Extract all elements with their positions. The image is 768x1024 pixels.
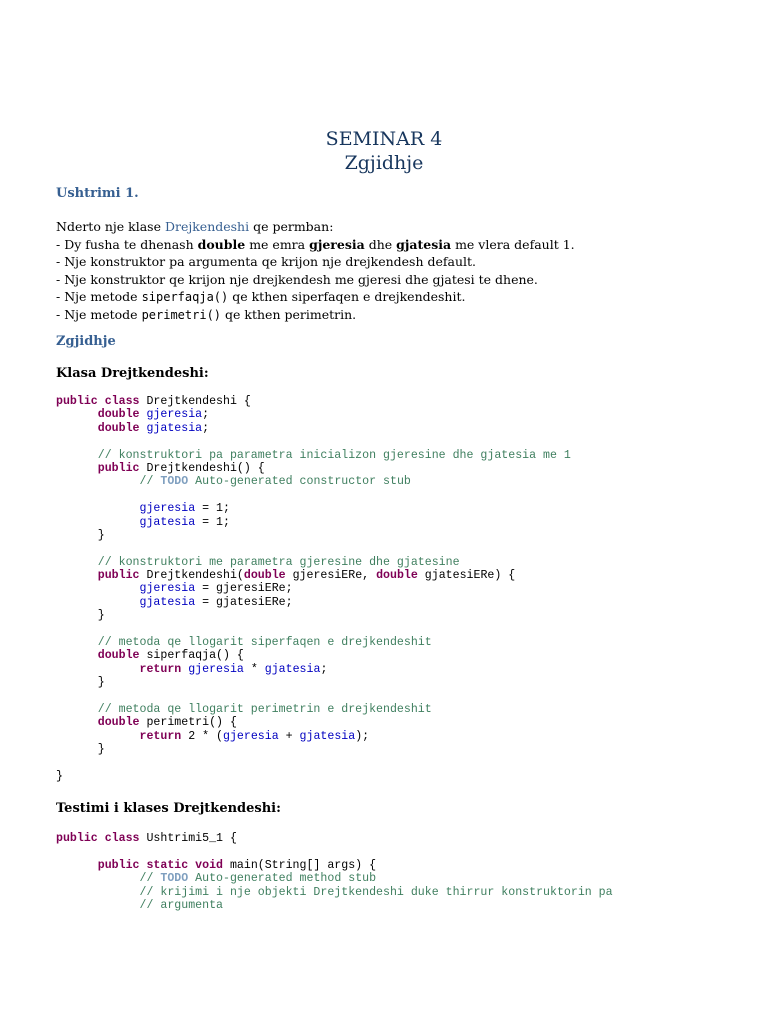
code-line: double gjatesia; [97, 421, 210, 435]
code-line: } [97, 609, 105, 623]
code-line: // konstruktori me parametra gjeresine dhe gjatesine [97, 555, 460, 569]
document-title: SEMINAR 4 [325, 128, 443, 150]
code-line: public static void main(String[] args) { [97, 858, 377, 872]
code-line: public class Ushtrimi5_1 { [56, 832, 237, 845]
code-line: gjeresia = gjeresiERe; [139, 582, 293, 596]
code-line: double gjeresia; [97, 408, 210, 422]
code-line: // TODO Auto-generated constructor stub [139, 475, 411, 489]
code-block-class [56, 395, 571, 783]
code-line: return gjeresia * gjatesia; [139, 662, 328, 676]
task-description [56, 218, 575, 323]
code-line [56, 489, 571, 502]
code-line: } [97, 743, 105, 757]
code-line: } [97, 528, 105, 542]
code-line: // TODO Auto-generated method stub [139, 872, 377, 886]
code-line: return 2 * (gjeresia + gjatesia); [139, 729, 370, 743]
task-bullet-param-constructor: - Nje konstruktor qe krijon nje drejkendesh me gjeresi dhe gjatesi te dhene. [56, 271, 538, 287]
code-line: double siperfaqja() { [97, 649, 244, 663]
code-line: // argumenta [139, 898, 223, 912]
code-line: // krijimi i nje objekti Drejtkendeshi duke thirrur konstruktorin pa [139, 885, 613, 899]
code-line: } [56, 769, 63, 783]
task-intro: Nderto nje klase Drejkendeshi qe permban: [56, 219, 334, 234]
code-line [56, 542, 571, 555]
code-line: // metoda qe llogarit siperfaqen e drejkendeshit [97, 636, 432, 650]
document-subtitle: Zgjidhje [344, 152, 424, 174]
code-line: gjatesia = 1; [139, 515, 230, 529]
code-line: gjeresia = 1; [139, 502, 230, 516]
code-line: public Drejtkendeshi(double gjeresiERe, double gjatesiERe) { [97, 569, 516, 583]
code-line: } [97, 676, 105, 690]
code-line [56, 690, 571, 703]
solution-heading: Zgjidhje [56, 334, 116, 349]
code-line: public class Drejtkendeshi { [56, 395, 251, 408]
task-bullet-perimeter-method: - Nje metode perimetri() qe kthen perimetrin. [56, 306, 357, 322]
code-line: gjatesia = gjatesiERe; [139, 595, 293, 609]
code-line [56, 757, 571, 770]
code-line: public Drejtkendeshi() { [97, 461, 265, 475]
code-line: double perimetri() { [97, 716, 237, 730]
code-line [56, 435, 571, 448]
code-line: // konstruktori pa parametra inicializon gjeresine dhe gjatesia me 1 [97, 448, 571, 462]
task-bullet-area-method: - Nje metode siperfaqja() qe kthen siperfaqen e drejkendeshit. [56, 289, 466, 304]
task-bullet-fields: - Dy fusha te dhenash double me emra gjeresia dhe gjatesia me vlera default 1. [56, 236, 575, 252]
task-bullet-default-constructor: - Nje konstruktor pa argumenta qe krijon nje drejkendesh default. [56, 254, 477, 269]
code-block-test [56, 832, 613, 912]
code-line [56, 623, 571, 636]
exercise-heading: Ushtrimi 1. [56, 186, 139, 201]
class-name: Drejkendeshi [164, 219, 250, 234]
code-line: // metoda qe llogarit perimetrin e drejkendeshit [97, 702, 432, 716]
class-section-label: Klasa Drejtkendeshi: [56, 366, 209, 381]
test-section-label: Testimi i klases Drejtkendeshi: [56, 801, 281, 816]
code-line [56, 845, 613, 858]
